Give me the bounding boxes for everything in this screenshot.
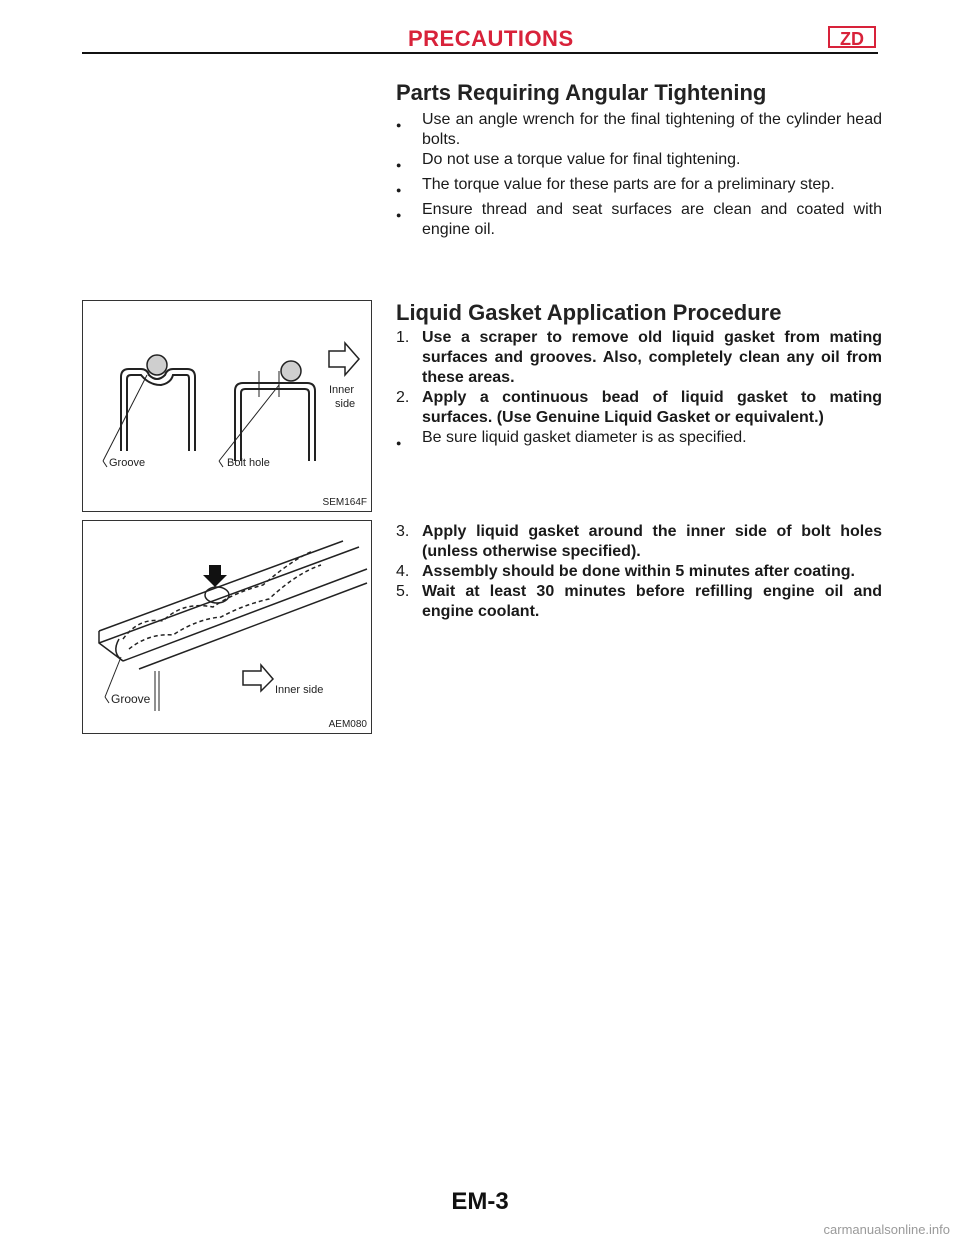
groove-label: Groove [111,692,151,706]
list-item: 4. Assembly should be done within 5 minutes after coating. [396,563,855,580]
inner-side-label: Inner side [275,684,324,696]
gasket-bead-icon [147,355,167,375]
bullet-icon: ● [396,185,402,195]
header-divider [82,52,878,54]
bullet-icon: ● [396,120,402,130]
apply-arrow-icon [203,565,227,587]
list-item: ● Do not use a torque value for final tightening. [396,150,882,175]
inner-side-arrow-icon [243,665,273,691]
list-item: 5. Wait at least 30 minutes before refilling engine oil and engine coolant. [396,583,882,620]
liquid-gasket-steps-b [396,522,882,622]
side-label: side [335,398,356,410]
engine-code-badge: ZD [828,26,876,48]
watermark: carmanualsonline.info [823,1222,950,1237]
inner-label: Inner [329,384,355,396]
list-item: ● The torque value for these parts are for a preliminary step. [396,175,882,200]
figure-code: AEM080 [328,719,367,730]
list-item: 1. Use a scraper to remove old liquid gasket from mating surfaces and grooves. Also, completely clean any oil from these areas. [396,329,882,386]
figure-groove-cross-section [82,300,372,512]
section-title-angular-tightening: Parts Requiring Angular Tightening [396,80,767,105]
list-item: ● Be sure liquid gasket diameter is as specified. [396,428,882,453]
page-header-title: PRECAUTIONS [408,26,574,51]
liquid-gasket-steps-a [396,328,882,453]
list-item: 3. Apply liquid gasket around the inner side of bolt holes (unless otherwise specified). [396,523,882,560]
list-item: ● Ensure thread and seat surfaces are clean and coated with engine oil. [396,201,882,238]
figure-code: SEM164F [322,497,367,508]
figure-gasket-bead [82,520,372,734]
gasket-bead-diagram [83,521,371,733]
bullet-icon: ● [396,438,402,448]
list-item: ● Use an angle wrench for the final tightening of the cylinder head bolts. [396,111,882,148]
bullet-icon: ● [396,160,402,170]
groove-diagram [83,301,371,511]
page-number: EM-3 [451,1188,509,1215]
list-item: 2. Apply a continuous bead of liquid gasket to mating surfaces. (Use Genuine Liquid Gasket or equivalent.) [396,389,882,426]
bullet-icon: ● [396,210,402,220]
angular-tightening-list [396,110,882,240]
section-title-liquid-gasket: Liquid Gasket Application Procedure [396,300,782,325]
bolt-hole-label: Bolt hole [227,457,270,469]
groove-label: Groove [109,457,146,469]
gasket-bead-icon [281,361,301,381]
